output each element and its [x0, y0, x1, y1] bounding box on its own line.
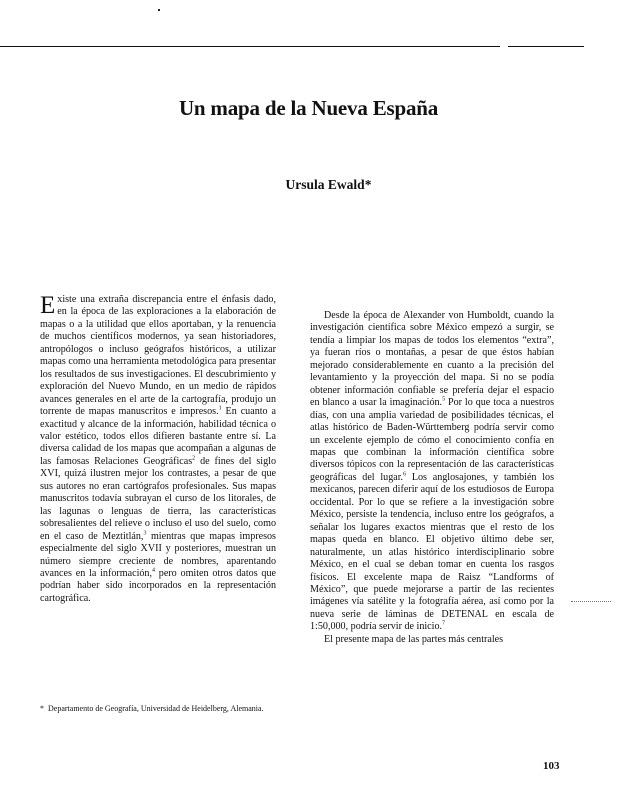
body-column-right: [310, 310, 554, 646]
body-column-left: [40, 294, 276, 605]
page-number: 103: [543, 760, 560, 772]
text-run: Los anglosajones, y también los mexicanos, parecen diferir aquí de los estudiosos de Europa occidental. Por lo que se refiere a la investigación sobre México, persiste la tendencia, incluso entre los geógrafos, a señalar los lugares exactos mientras que el resto de los mapas queda en blanco. El objetivo último debe ser, naturalmente, un atlas histórico interdisciplinario sobre México, en el cual se deban tomar en cuenta los rasgos físicos. El excelente mapa de Raisz “Landforms of México”, que puede mejorarse a partir de las recientes imágenes vía satélite y la fotografía aérea, así como por la nueva serie de láminas de DETENAL en escala de 1:50,000, podría servir de inicio.: [310, 471, 554, 633]
paragraph-humboldt: [310, 310, 554, 634]
text-run: En cuanto a exactitud y alcance de la información, habilidad técnica o valor estético, todos ellos difieren bastante entre sí. La diversa calidad de los mapas que acompañan a algunas de las famosas Relaciones Geográficas: [40, 406, 277, 467]
footnote-ref: 1: [218, 405, 222, 412]
stray-dot: [158, 9, 160, 11]
footnote-mark: *: [40, 704, 44, 713]
paragraph-present-map: El presente mapa de las partes más centrales: [324, 633, 504, 645]
text-run: xiste una extraña discrepancia entre el énfasis dado, en la época de las exploraciones a la elaboración de mapas o a la utilidad que ellos aportaban, y la renuencia de muchos científicos modernos, ya sean historiadores, antropólogos o incluso geógrafos históricos, a utilizar mapas como una herramienta metodológica para presentar los resultados de sus investigaciones. El descubrimiento y exploración del Nuevo Mundo, en un medio de rápidos avances generales en el arte de la cartografía, produjo un torrente de mapas manuscritos e impresos.: [40, 294, 276, 418]
author-footnote: [40, 704, 276, 714]
text-run: Por lo que toca a nuestros días, con una amplia variedad de posibilidades técnicas, el atlas histórico de Baden-Württemberg podría servir como un excelente ejemplo de cómo el conocimiento confía en mapas que combinan la información científica sobre diversos tópicos con la representación de las características geográficas del lugar.: [310, 397, 554, 483]
footnote-ref: 4: [152, 567, 155, 574]
scan-specks: [571, 601, 611, 606]
article-author: Ursula Ewald*: [285, 177, 372, 192]
text-run: pero omiten otros datos que podrían haber sido incorporados en la representación cartográfica.: [40, 567, 277, 604]
text-run: Desde la época de Alexander von Humboldt, cuando la investigación científica sobre México empezó a surgir, se tendía a limpiar los mapas de todos los elementos “extra”, ya fueran ríos o montañas, a pesar de que éstos habían mejorado considerablemente en cuanto a la precisión del levantamiento y la proyección del mapa. Si no se podía obtener información confiable se prefería dejar el espacio en blanco a usar la imaginación.: [310, 310, 554, 409]
footnote-ref: 6: [403, 471, 407, 478]
paragraph-intro: [40, 294, 276, 605]
footnote-ref: 3: [143, 530, 147, 537]
footnote-ref: 5: [442, 396, 446, 403]
footnote-ref: 7: [442, 620, 446, 627]
article-title: Un mapa de la Nueva España: [178, 96, 439, 120]
footnote-text: Departamento de Geografía, Universidad de Heidelberg, Alemania.: [48, 704, 264, 713]
text-run: mientras que mapas impresos especialmente del siglo XVII y posteriores, muestran un número siempre creciente de nombres, aparentando avances en la información,: [40, 530, 276, 579]
footnote-ref: 2: [192, 455, 196, 462]
text-run: de fines del siglo XVI, quizá ilustren mejor los contrastes, a pesar de que sus autores no eran cartógrafos profesionales. Sus mapas manuscritos todavía subrayan el curso de los litorales, de las lagunas o lenguas de tierra, las características sobresalientes del relieve o incluso el uso del suelo, como en el caso de Meztitlán,: [40, 455, 276, 542]
drop-cap: E: [40, 292, 56, 319]
header-rule-left: [0, 46, 500, 47]
header-rule-right: [508, 46, 584, 47]
